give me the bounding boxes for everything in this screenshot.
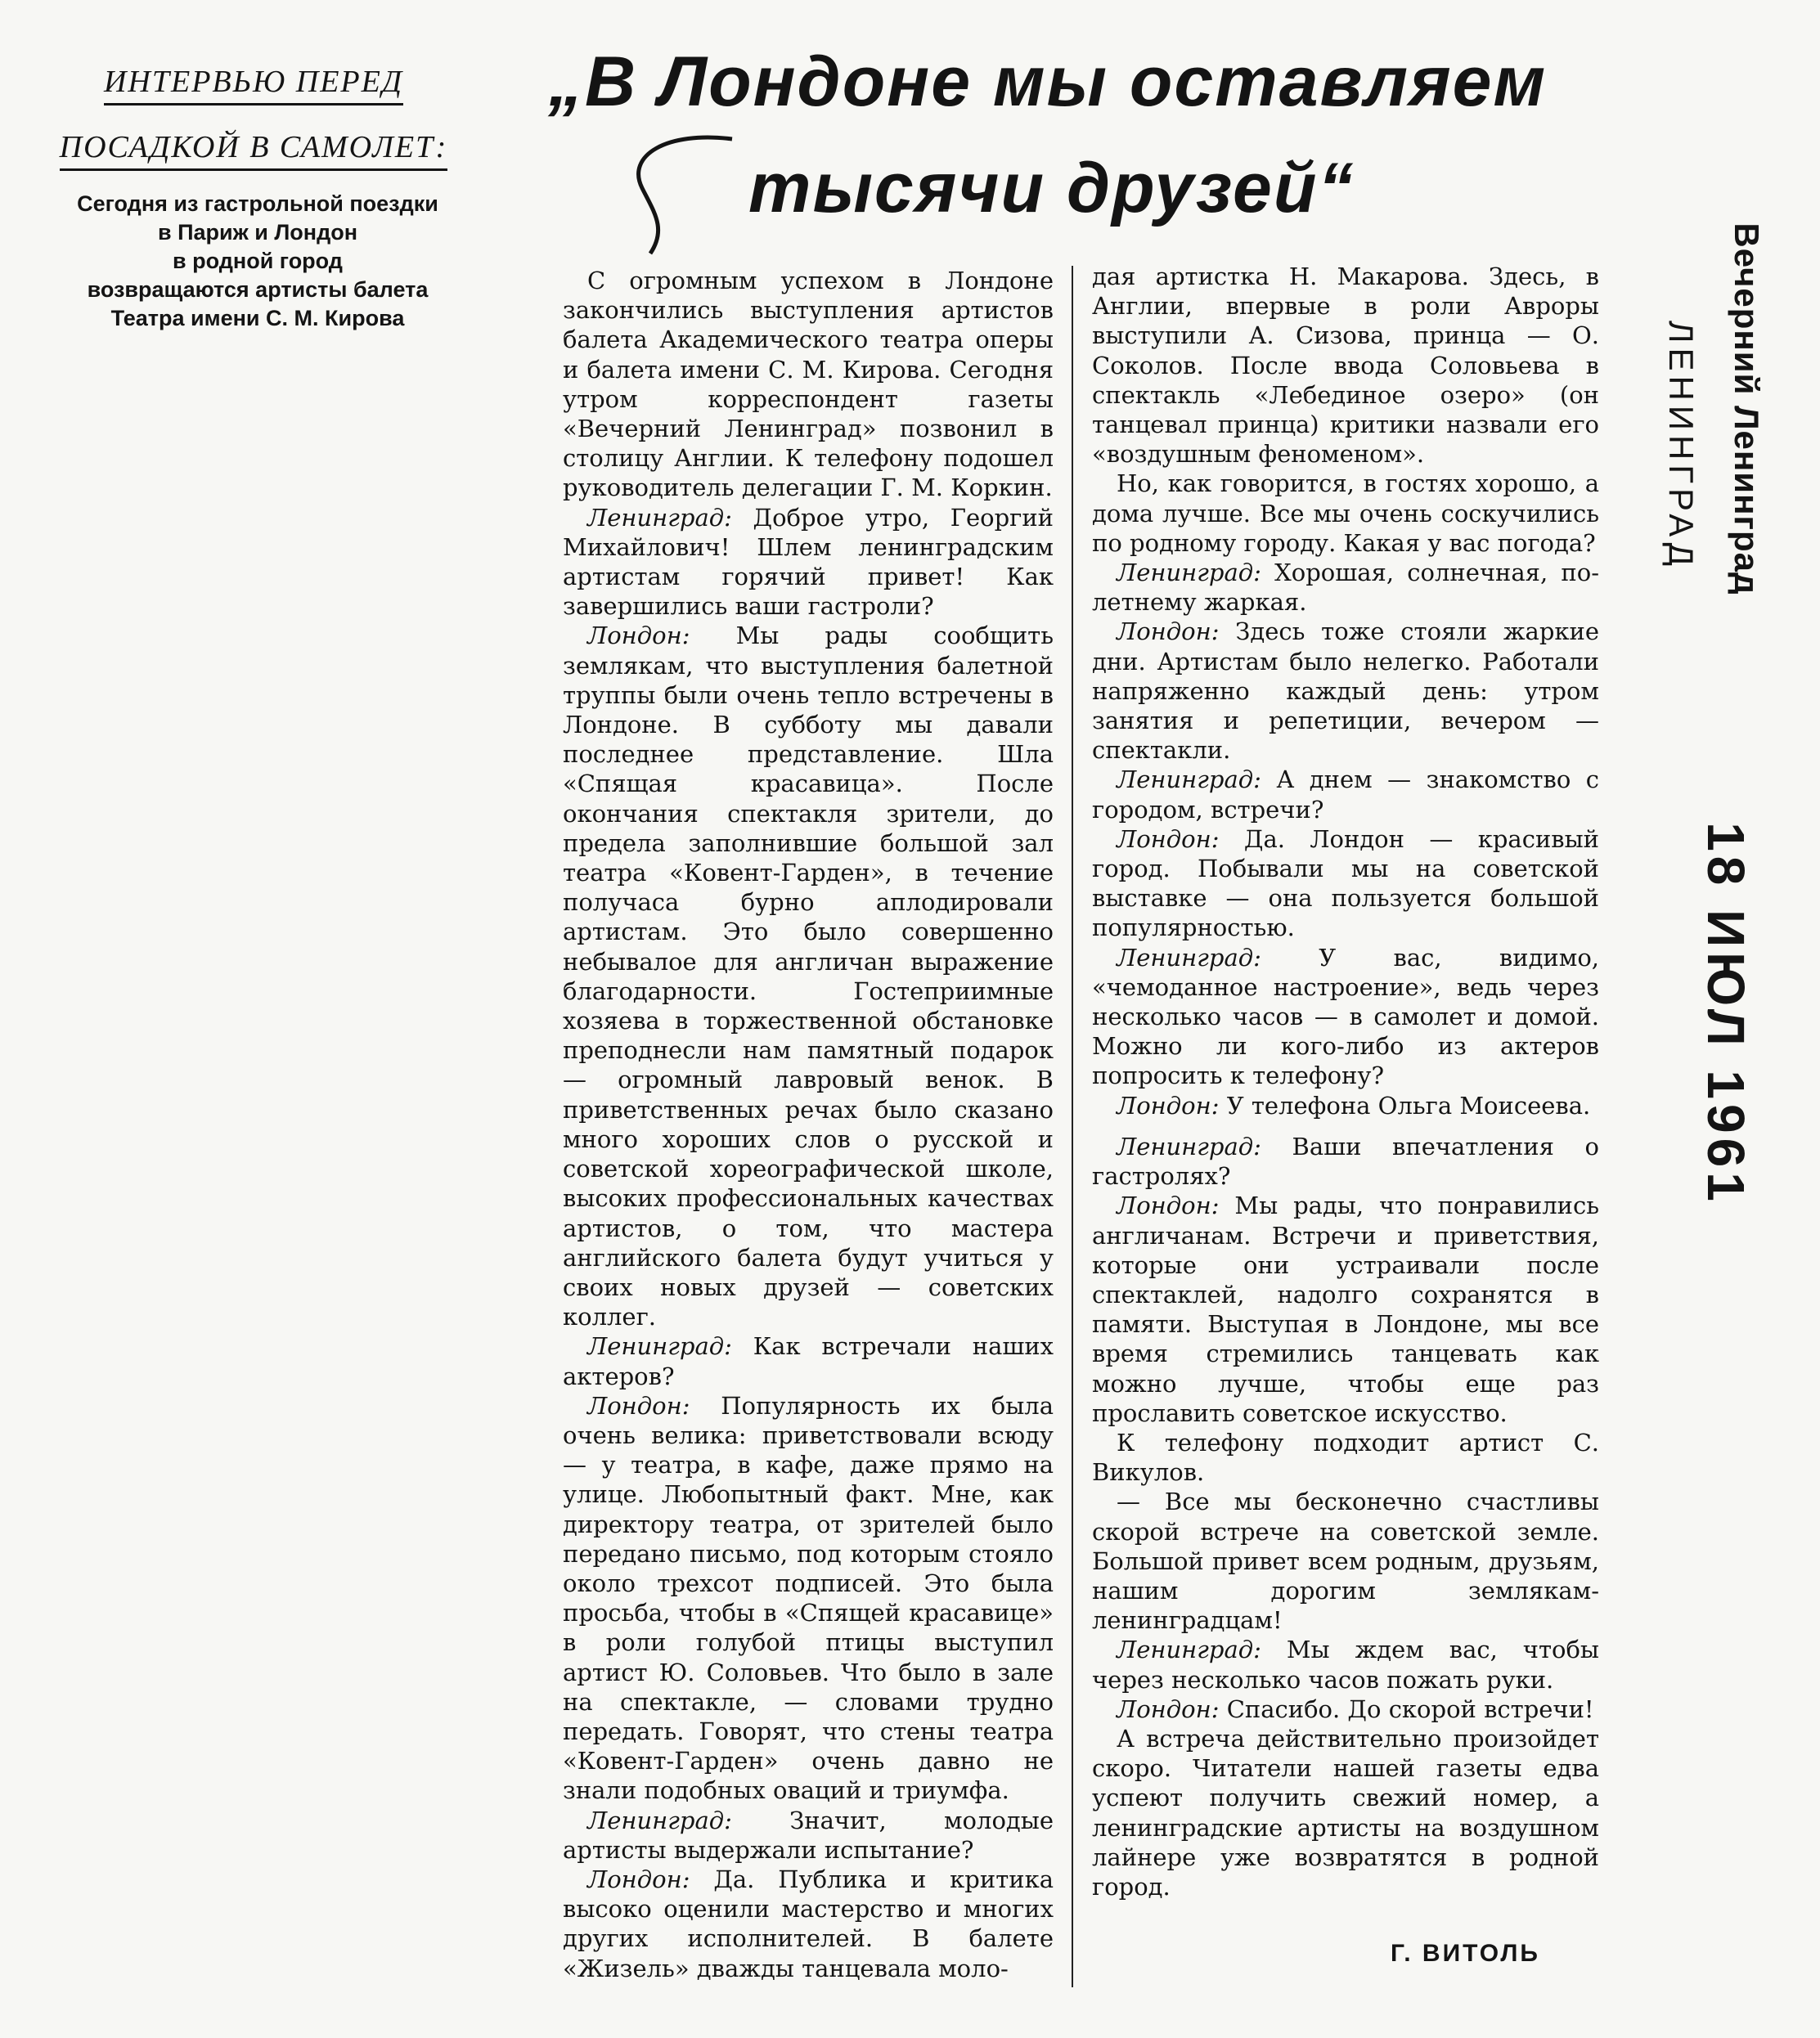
article-paragraph <box>563 1331 1054 1390</box>
paragraph-text: Спасибо. До скорой встречи! <box>1226 1695 1594 1723</box>
speaker-label: Лондон: <box>1117 1192 1220 1220</box>
author-signature: Г. ВИТОЛЬ <box>1391 1940 1540 1967</box>
speaker-label: Ленинград: <box>587 1332 732 1361</box>
speaker-label: Ленинград: <box>587 1806 732 1834</box>
speaker-label: Ленинград: <box>1117 1636 1261 1664</box>
paragraph-text: Мы рады сообщить землякам, что выступления балетной труппы были очень тепло встречены в Лондоне. В субботу мы давали последнее представление. Шла «Спящая красавица». После окончания спектакля зрители, до предела заполнившие большой зал театра «Ковент-Гарден», в течение получаса бурно аплодировали артистам. Это было совершенно небывалое для англичан выражение благодарности. Гостеприимные хозяева в торжественной обстановке преподнесли нам памятный подарок — огромный лавровый венок. В приветственных речах было сказано много хороших слов о русской и советской хореографической школе, высоких профессиональных качествах артистов, о том, что мастера английского балета будут учиться у своих новых друзей — советских коллег. <box>563 622 1054 1331</box>
paragraph-text: дая артистка Н. Макарова. Здесь, в Англии, впервые в роли Авроры выступили А. Сизова, принца — О. Соколов. После ввода Соловьева в спектакль «Лебединое озеро» (он танцевал принца) критики назвали его «воздушным феноменом». <box>1092 263 1599 469</box>
paragraph-text: Здесь тоже стояли жаркие дни. Артистам было нелегко. Работали напряженно каждый день: утром занятия и репетиции, вечером — спектакли. <box>1092 617 1599 765</box>
speaker-label: Лондон: <box>1117 1695 1220 1723</box>
speaker-label: Ленинград: <box>1117 559 1261 587</box>
article-paragraph <box>1092 558 1599 617</box>
paragraph-text: Да. Лондон — красивый город. Побывали мы на советской выставке — она пользуется большой популярностью. <box>1092 824 1600 942</box>
paragraph-text: Ваши впечатления о гастролях? <box>1092 1132 1599 1191</box>
paragraph-text: А днем — знакомство с городом, встречи? <box>1092 765 1599 824</box>
headline-line-1: „В Лондоне мы оставляем <box>548 43 1548 121</box>
lede-line: возвращаются артисты балета <box>87 277 429 302</box>
speaker-label: Лондон: <box>587 1865 690 1893</box>
article-column-1 <box>563 266 1054 1983</box>
paragraph-text: Как встречали наших актеров? <box>563 1332 1054 1390</box>
article-paragraph <box>1092 1132 1599 1191</box>
article-paragraph <box>1092 262 1599 469</box>
article-paragraph <box>1092 943 1599 1091</box>
paragraph-text: Но, как говорится, в гостях хорошо, а дома лучше. Все мы очень соскучились по родному городу. Какая у вас погода? <box>1092 469 1599 557</box>
article-paragraph <box>1092 617 1599 765</box>
article-paragraph <box>1092 1091 1599 1120</box>
decorative-swirl <box>618 131 740 262</box>
article-paragraph <box>563 1865 1054 1983</box>
article-column-2 <box>1092 262 1599 1901</box>
article-paragraph <box>1092 1695 1599 1724</box>
speaker-label: Лондон: <box>587 1391 690 1420</box>
paragraph-text: А встреча действительно произойдет скоро. Читатели нашей газеты едва успеют получить свежий номер, а ленинградские артисты на воздушном лайнере уже возвратятся в родной город. <box>1092 1724 1599 1901</box>
article-paragraph <box>563 503 1054 622</box>
lede-line: Театра имени С. М. Кирова <box>110 306 405 330</box>
paragraph-text: Доброе утро, Георгий Михайлович! Шлем ленинградским артистам горячий привет! Как завершились ваши гастроли? <box>563 503 1054 621</box>
speaker-label: Лондон: <box>1117 1091 1220 1120</box>
speaker-label: Лондон: <box>587 622 690 650</box>
article-paragraph <box>1092 1428 1599 1487</box>
speaker-label: Лондон: <box>1117 617 1220 646</box>
article-paragraph <box>563 621 1054 1331</box>
paragraph-text: Мы рады, что понравились англичанам. Встречи и приветствия, которые они устраивали после спектаклей, надолго сохранятся в памяти. Выступая в Лондоне, мы все время стремились танцевать как можно лучше, чтобы еще раз прославить советское искусство. <box>1092 1192 1600 1427</box>
rubric-line-2: ПОСАДКОЙ В САМОЛЕТ: <box>60 126 448 171</box>
article-paragraph <box>563 266 1054 503</box>
article-paragraph <box>1092 1724 1599 1901</box>
column-divider <box>1072 266 1073 1987</box>
lede-line: Сегодня из гастрольной поездки <box>77 191 438 216</box>
archive-stamp-city: ЛЕНИНГРАД <box>1662 320 1701 572</box>
archive-stamp-newspaper: Вечерний Ленинград <box>1728 222 1766 595</box>
article-paragraph <box>563 1806 1054 1865</box>
paragraph-text: С огромным успехом в Лондоне закончились выступления артистов балета Академического театра оперы и балета имени С. М. Кирова. Сегодня утром корреспондент газеты «Вечерний Ленинград» позвонил в столицу Англии. К телефону подошел руководитель делегации Г. М. Коркин. <box>563 267 1054 502</box>
paragraph-text: Хорошая, солнечная, по-летнему жаркая. <box>1092 559 1599 617</box>
interview-rubric <box>16 49 491 180</box>
article-paragraph <box>1092 469 1599 558</box>
article-paragraph <box>1092 765 1599 824</box>
article-paragraph <box>1092 1635 1599 1694</box>
speaker-label: Ленинград: <box>1117 943 1261 972</box>
speaker-label: Ленинград: <box>1117 1132 1261 1160</box>
speaker-label: Лондон: <box>1117 824 1220 853</box>
article-paragraph <box>1092 824 1599 943</box>
headline-line-2: тысячи друзей“ <box>748 149 1355 227</box>
paragraph-text: У телефона Ольга Моисеева. <box>1226 1091 1591 1120</box>
paragraph-text: К телефону подходит артист С. Викулов. <box>1092 1428 1599 1487</box>
paragraph-text: Мы ждем вас, чтобы через несколько часов пожать руки. <box>1092 1636 1600 1694</box>
lede-line: в Париж и Лондон <box>157 220 358 245</box>
paragraph-text: Значит, молодые артисты выдержали испытание? <box>563 1806 1054 1864</box>
speaker-label: Ленинград: <box>587 503 732 532</box>
paragraph-text: У вас, видимо, «чемоданное настроение», ведь через несколько часов — в самолет и домой. Можно ли кого-либо из актеров попросить к телефону? <box>1092 943 1599 1090</box>
archive-stamp-date: 18 ИЮЛ 1961 <box>1696 822 1755 1206</box>
speaker-label: Ленинград: <box>1117 765 1261 794</box>
lede-line: в родной город <box>173 249 343 273</box>
article-paragraph <box>563 1391 1054 1806</box>
paragraph-text: — Все мы бесконечно счастливы скорой встрече на советской земле. Большой привет всем родным, друзьям, нашим дорогим землякам-ленинградцам! <box>1092 1488 1599 1635</box>
rubric-line-1: ИНТЕРВЬЮ ПЕРЕД <box>104 61 403 105</box>
article-paragraph <box>1092 1487 1599 1635</box>
article-paragraph <box>1092 1191 1599 1428</box>
paragraph-text: Популярность их была очень велика: приветствовали всюду — у театра, в кафе, даже прямо на улице. Любопытный факт. Мне, как директору театра, от зрителей было передано письмо, под которым стояло около трехсот подписей. Это была просьба, чтобы в «Спящей красавице» в роли голубой птицы выступил артист Ю. Соловьев. Что было в зале на спектакле, — словами трудно передать. Говорят, что стены театра «Ковент-Гарден» очень давно не знали подобных оваций и триумфа. <box>563 1391 1054 1805</box>
paragraph-text: Да. Публика и критика высоко оценили мастерство и многих других исполнителей. В балете «Жизель» дважды танцевала моло- <box>563 1865 1054 1982</box>
lede <box>25 190 491 333</box>
